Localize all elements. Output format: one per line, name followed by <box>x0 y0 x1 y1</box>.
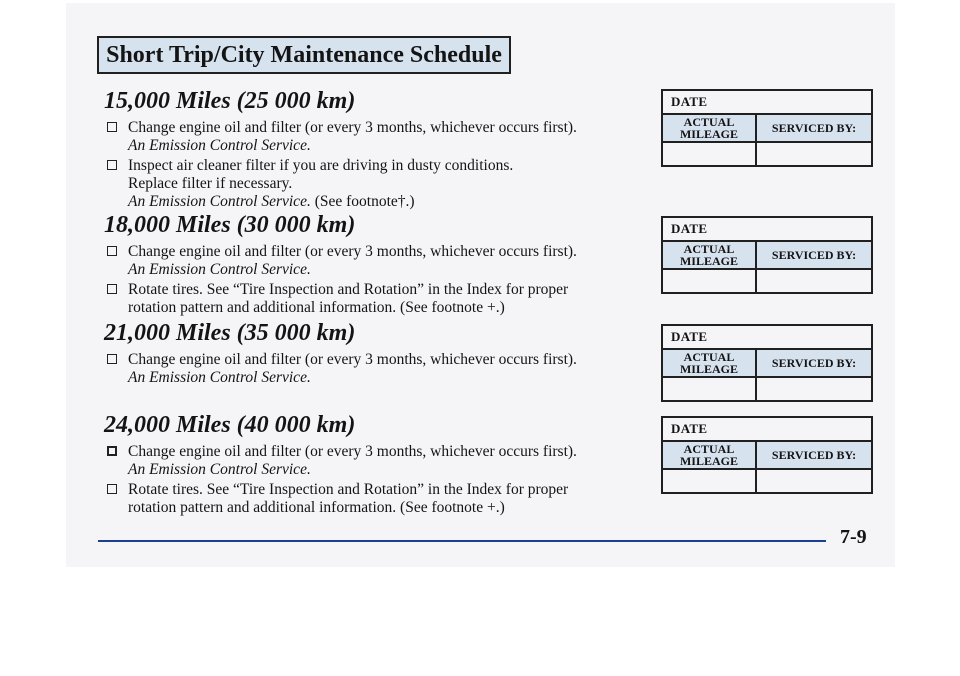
list-item: Change engine oil and filter (or every 3 months, whichever occurs first). An Emission Control Service. <box>104 443 624 479</box>
mileage-entry[interactable] <box>663 378 757 400</box>
mileage-entry[interactable] <box>663 270 757 292</box>
section-heading: 21,000 Miles (35 000 km) <box>104 320 356 346</box>
date-field[interactable]: DATE <box>661 216 873 242</box>
actual-mileage-header: ACTUAL MILEAGE <box>663 350 757 376</box>
list-item: Inspect air cleaner filter if you are driving in dusty conditions. Replace filter if necessary. An Emission Control Service. (See footnote†.) <box>104 157 624 211</box>
serviced-by-header: SERVICED BY: <box>757 350 871 376</box>
checkbox[interactable] <box>107 160 117 170</box>
service-record-table <box>661 89 873 167</box>
actual-mileage-header: ACTUAL MILEAGE <box>663 242 757 268</box>
page-number: 7-9 <box>840 526 867 548</box>
checkbox[interactable] <box>107 122 117 132</box>
service-record-table <box>661 216 873 294</box>
list-item: Rotate tires. See “Tire Inspection and Rotation” in the Index for proper rotation pattern and additional information. (See footnote +.) <box>104 281 624 317</box>
page-title: Short Trip/City Maintenance Schedule <box>97 36 511 74</box>
date-field[interactable]: DATE <box>661 89 873 115</box>
checkbox[interactable] <box>107 284 117 294</box>
date-field[interactable]: DATE <box>661 416 873 442</box>
date-field[interactable]: DATE <box>661 324 873 350</box>
section-15000 <box>104 86 624 213</box>
list-item: Rotate tires. See “Tire Inspection and Rotation” in the Index for proper rotation pattern and additional information. (See footnote +.) <box>104 481 624 517</box>
list-item: Change engine oil and filter (or every 3 months, whichever occurs first). An Emission Control Service. <box>104 243 624 279</box>
service-record-table <box>661 324 873 402</box>
section-heading: 15,000 Miles (25 000 km) <box>104 88 356 114</box>
list-item: Change engine oil and filter (or every 3 months, whichever occurs first). An Emission Control Service. <box>104 351 624 387</box>
section-heading: 18,000 Miles (30 000 km) <box>104 212 356 238</box>
service-record-table <box>661 416 873 494</box>
serviced-by-header: SERVICED BY: <box>757 242 871 268</box>
section-24000 <box>104 410 624 519</box>
serviced-by-header: SERVICED BY: <box>757 115 871 141</box>
list-item: Change engine oil and filter (or every 3 months, whichever occurs first). An Emission Control Service. <box>104 119 624 155</box>
actual-mileage-header: ACTUAL MILEAGE <box>663 442 757 468</box>
checkbox[interactable] <box>107 354 117 364</box>
mileage-entry[interactable] <box>663 143 757 165</box>
checkbox[interactable] <box>107 446 117 456</box>
serviced-by-header: SERVICED BY: <box>757 442 871 468</box>
mileage-entry[interactable] <box>663 470 757 492</box>
section-18000 <box>104 210 624 319</box>
checkbox[interactable] <box>107 484 117 494</box>
footer-rule <box>98 540 826 542</box>
checkbox[interactable] <box>107 246 117 256</box>
section-21000 <box>104 318 624 389</box>
actual-mileage-header: ACTUAL MILEAGE <box>663 115 757 141</box>
section-heading: 24,000 Miles (40 000 km) <box>104 412 356 438</box>
